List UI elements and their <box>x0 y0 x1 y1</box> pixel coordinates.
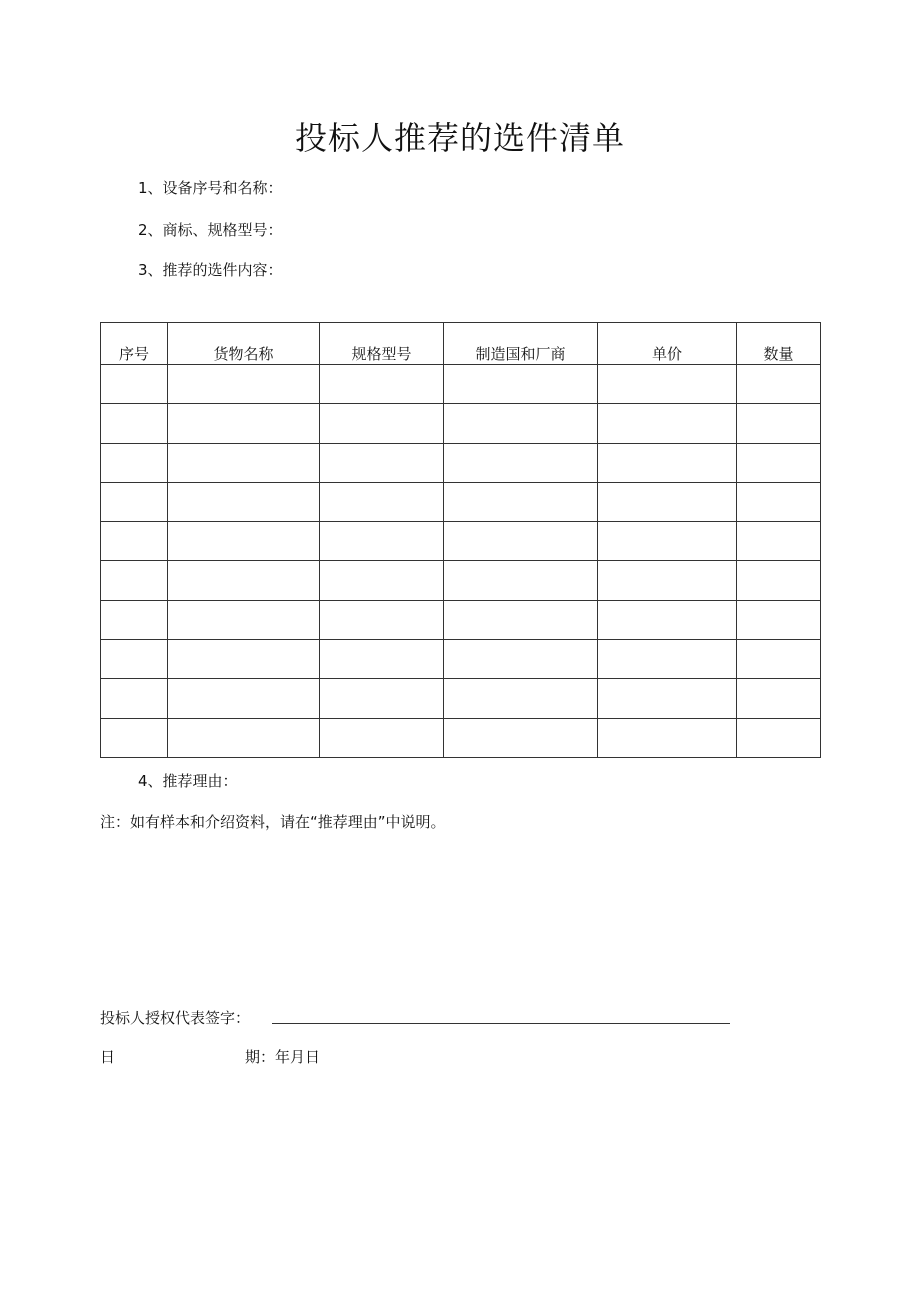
table-cell-goods-name[interactable] <box>168 561 320 600</box>
table-row <box>101 404 821 443</box>
table-cell-goods-name[interactable] <box>168 482 320 521</box>
table-cell-model[interactable] <box>320 404 444 443</box>
table-cell-manufacturer[interactable] <box>444 640 598 679</box>
table-cell-manufacturer[interactable] <box>444 482 598 521</box>
item-recommended-content: 3、推荐的选件内容： <box>138 261 283 279</box>
table-cell-manufacturer[interactable] <box>444 365 598 404</box>
table-row <box>101 640 821 679</box>
table-cell-manufacturer[interactable] <box>444 443 598 482</box>
table-cell-model[interactable] <box>320 522 444 561</box>
date-value: 期：年月日 <box>245 1048 321 1066</box>
table-cell-unit-price[interactable] <box>598 443 737 482</box>
table-cell-unit-price[interactable] <box>598 640 737 679</box>
table-cell-quantity[interactable] <box>737 443 821 482</box>
table-cell-manufacturer[interactable] <box>444 679 598 718</box>
column-header-quantity: 数量 <box>737 323 821 365</box>
table-cell-manufacturer[interactable] <box>444 561 598 600</box>
table-cell-goods-name[interactable] <box>168 640 320 679</box>
item-recommendation-reason: 4、推荐理由： <box>138 772 238 790</box>
table-cell-goods-name[interactable] <box>168 600 320 639</box>
table-cell-unit-price[interactable] <box>598 522 737 561</box>
table-cell-goods-name[interactable] <box>168 679 320 718</box>
table-cell-unit-price[interactable] <box>598 600 737 639</box>
item-device-number-name: 1、设备序号和名称： <box>138 179 283 197</box>
item-brand-model: 2、商标、规格型号： <box>138 221 283 239</box>
table-cell-goods-name[interactable] <box>168 365 320 404</box>
table-row <box>101 561 821 600</box>
table-cell-serial[interactable] <box>101 561 168 600</box>
page-title: 投标人推荐的选件清单 <box>294 119 625 157</box>
table-row <box>101 600 821 639</box>
table-row <box>101 679 821 718</box>
table-row <box>101 718 821 757</box>
table-cell-quantity[interactable] <box>737 404 821 443</box>
table-header-row <box>101 323 821 365</box>
table-cell-goods-name[interactable] <box>168 404 320 443</box>
signature-label: 投标人授权代表签字： <box>100 1009 251 1027</box>
table-cell-manufacturer[interactable] <box>444 522 598 561</box>
table-cell-goods-name[interactable] <box>168 443 320 482</box>
table-cell-serial[interactable] <box>101 404 168 443</box>
table-cell-model[interactable] <box>320 561 444 600</box>
signature-line[interactable] <box>272 1023 730 1024</box>
table-cell-manufacturer[interactable] <box>444 404 598 443</box>
table-cell-quantity[interactable] <box>737 522 821 561</box>
table-cell-manufacturer[interactable] <box>444 600 598 639</box>
table-cell-serial[interactable] <box>101 718 168 757</box>
table-cell-quantity[interactable] <box>737 600 821 639</box>
column-header-serial: 序号 <box>101 323 168 365</box>
column-header-model: 规格型号 <box>320 323 444 365</box>
date-label: 日 <box>100 1048 116 1066</box>
table-cell-goods-name[interactable] <box>168 718 320 757</box>
column-header-unit-price: 单价 <box>598 323 737 365</box>
table-cell-unit-price[interactable] <box>598 365 737 404</box>
table-cell-quantity[interactable] <box>737 365 821 404</box>
table-cell-unit-price[interactable] <box>598 718 737 757</box>
table-cell-quantity[interactable] <box>737 561 821 600</box>
note-text: 注：如有样本和介绍资料，请在“推荐理由”中说明。 <box>100 813 446 831</box>
table-cell-model[interactable] <box>320 600 444 639</box>
table-cell-manufacturer[interactable] <box>444 718 598 757</box>
table-cell-serial[interactable] <box>101 600 168 639</box>
table-cell-quantity[interactable] <box>737 679 821 718</box>
table-cell-serial[interactable] <box>101 640 168 679</box>
column-header-goods-name: 货物名称 <box>168 323 320 365</box>
table-row <box>101 522 821 561</box>
options-table <box>100 322 821 758</box>
table-row <box>101 482 821 521</box>
table-cell-quantity[interactable] <box>737 640 821 679</box>
table-cell-serial[interactable] <box>101 365 168 404</box>
column-header-manufacturer: 制造国和厂商 <box>444 323 598 365</box>
table-cell-unit-price[interactable] <box>598 679 737 718</box>
table-row <box>101 443 821 482</box>
table-cell-model[interactable] <box>320 443 444 482</box>
table-row <box>101 365 821 404</box>
table-cell-serial[interactable] <box>101 482 168 521</box>
table-cell-model[interactable] <box>320 640 444 679</box>
table-cell-goods-name[interactable] <box>168 522 320 561</box>
table-cell-unit-price[interactable] <box>598 482 737 521</box>
table-cell-model[interactable] <box>320 718 444 757</box>
table-cell-serial[interactable] <box>101 443 168 482</box>
table-cell-unit-price[interactable] <box>598 561 737 600</box>
table-cell-quantity[interactable] <box>737 482 821 521</box>
table-cell-model[interactable] <box>320 679 444 718</box>
table-cell-serial[interactable] <box>101 679 168 718</box>
table-cell-quantity[interactable] <box>737 718 821 757</box>
table-cell-model[interactable] <box>320 482 444 521</box>
table-cell-serial[interactable] <box>101 522 168 561</box>
table-cell-model[interactable] <box>320 365 444 404</box>
table-cell-unit-price[interactable] <box>598 404 737 443</box>
